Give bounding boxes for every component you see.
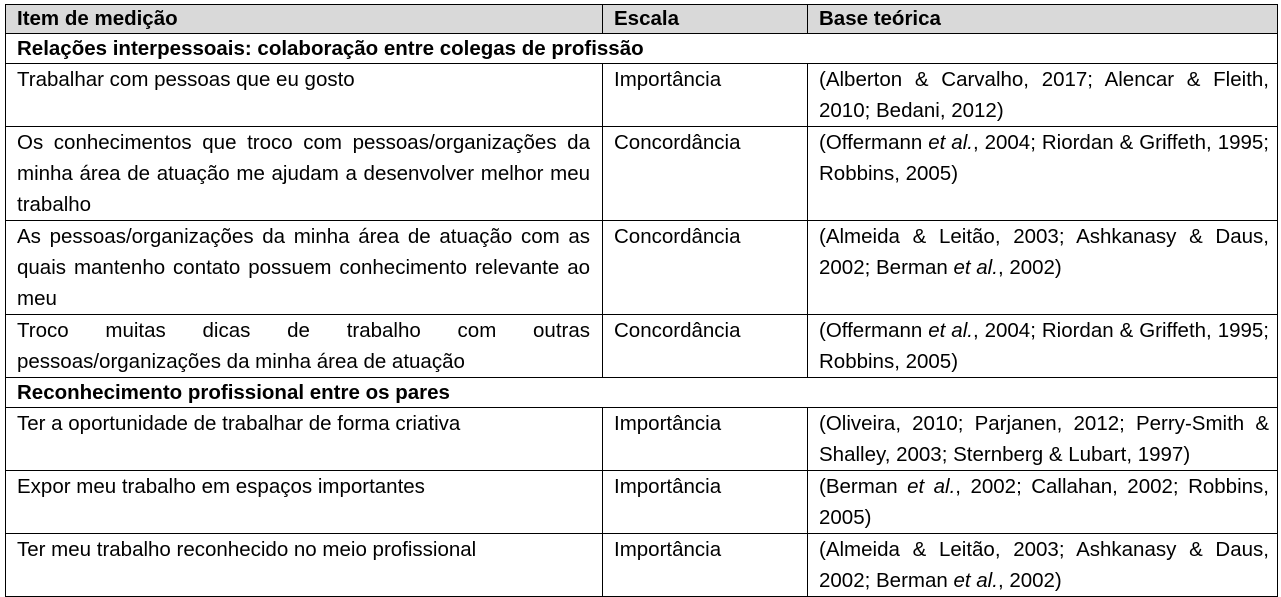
- item-cell: Os conhecimentos que troco com pessoas/organizações da minha área de atuação me ajudam a desenvolver melhor meu trabalho: [6, 127, 603, 221]
- reference-text: , 2002; Callahan, 2002; Robbins, 2005): [819, 475, 1269, 529]
- section-title: Relações interpessoais: colaboração entre colegas de profissão: [6, 34, 1278, 64]
- table-row: [6, 315, 1278, 378]
- item-cell: Ter meu trabalho reconhecido no meio profissional: [6, 534, 603, 597]
- scale-cell: Concordância: [603, 127, 808, 221]
- reference-cell: [808, 221, 1278, 315]
- reference-text: , 2002): [997, 569, 1062, 592]
- reference-text: (Oliveira, 2010; Parjanen, 2012; Perry-Smith & Shalley, 2003; Sternberg & Lubart, 1997): [819, 412, 1269, 466]
- table-row: [6, 221, 1278, 315]
- reference-italic-text: et al.: [953, 256, 998, 279]
- scale-cell: Importância: [603, 534, 808, 597]
- reference-text: (Alberton & Carvalho, 2017; Alencar & Fleith, 2010; Bedani, 2012): [819, 68, 1269, 122]
- header-scale: Escala: [603, 5, 808, 34]
- measurement-table: [5, 4, 1278, 597]
- header-item: Item de medição: [6, 5, 603, 34]
- reference-cell: [808, 408, 1278, 471]
- item-cell: Troco muitas dicas de trabalho com outras pessoas/organizações da minha área de atuação: [6, 315, 603, 378]
- table-row: [6, 64, 1278, 127]
- reference-cell: [808, 534, 1278, 597]
- item-cell: Ter a oportunidade de trabalhar de forma criativa: [6, 408, 603, 471]
- reference-text: (Offermann: [819, 319, 929, 342]
- item-cell: Expor meu trabalho em espaços importantes: [6, 471, 603, 534]
- section-row: [6, 378, 1278, 408]
- reference-text: (Almeida & Leitão, 2003; Ashkanasy & Daus, 2002; Berman: [819, 538, 1269, 592]
- reference-italic-text: et al.: [928, 319, 973, 342]
- section-row: [6, 34, 1278, 64]
- reference-text: (Berman: [819, 475, 908, 498]
- item-cell: Trabalhar com pessoas que eu gosto: [6, 64, 603, 127]
- reference-text: , 2002): [997, 256, 1062, 279]
- table-row: [6, 534, 1278, 597]
- section-title: Reconhecimento profissional entre os pares: [6, 378, 1278, 408]
- reference-text: (Almeida & Leitão, 2003; Ashkanasy & Daus, 2002; Berman: [819, 225, 1269, 279]
- item-cell: As pessoas/organizações da minha área de atuação com as quais mantenho contato possuem conhecimento relevante ao meu: [6, 221, 603, 315]
- table-row: [6, 471, 1278, 534]
- reference-text: (Offermann: [819, 131, 929, 154]
- scale-cell: Importância: [603, 64, 808, 127]
- reference-cell: [808, 471, 1278, 534]
- table-row: [6, 408, 1278, 471]
- scale-cell: Concordância: [603, 221, 808, 315]
- scale-cell: Importância: [603, 471, 808, 534]
- header-basis: Base teórica: [808, 5, 1278, 34]
- table-row: [6, 127, 1278, 221]
- scale-cell: Concordância: [603, 315, 808, 378]
- reference-italic-text: et al.: [928, 131, 973, 154]
- reference-cell: [808, 64, 1278, 127]
- reference-text: , 2004; Riordan & Griffeth, 1995; Robbins, 2005): [819, 319, 1269, 373]
- table-body: [6, 34, 1278, 597]
- reference-cell: [808, 127, 1278, 221]
- measurement-table-container: [5, 4, 1277, 597]
- reference-italic-text: et al.: [907, 475, 956, 498]
- reference-cell: [808, 315, 1278, 378]
- reference-text: , 2004; Riordan & Griffeth, 1995; Robbins, 2005): [819, 131, 1269, 185]
- table-header-row: [6, 5, 1278, 34]
- reference-italic-text: et al.: [953, 569, 998, 592]
- scale-cell: Importância: [603, 408, 808, 471]
